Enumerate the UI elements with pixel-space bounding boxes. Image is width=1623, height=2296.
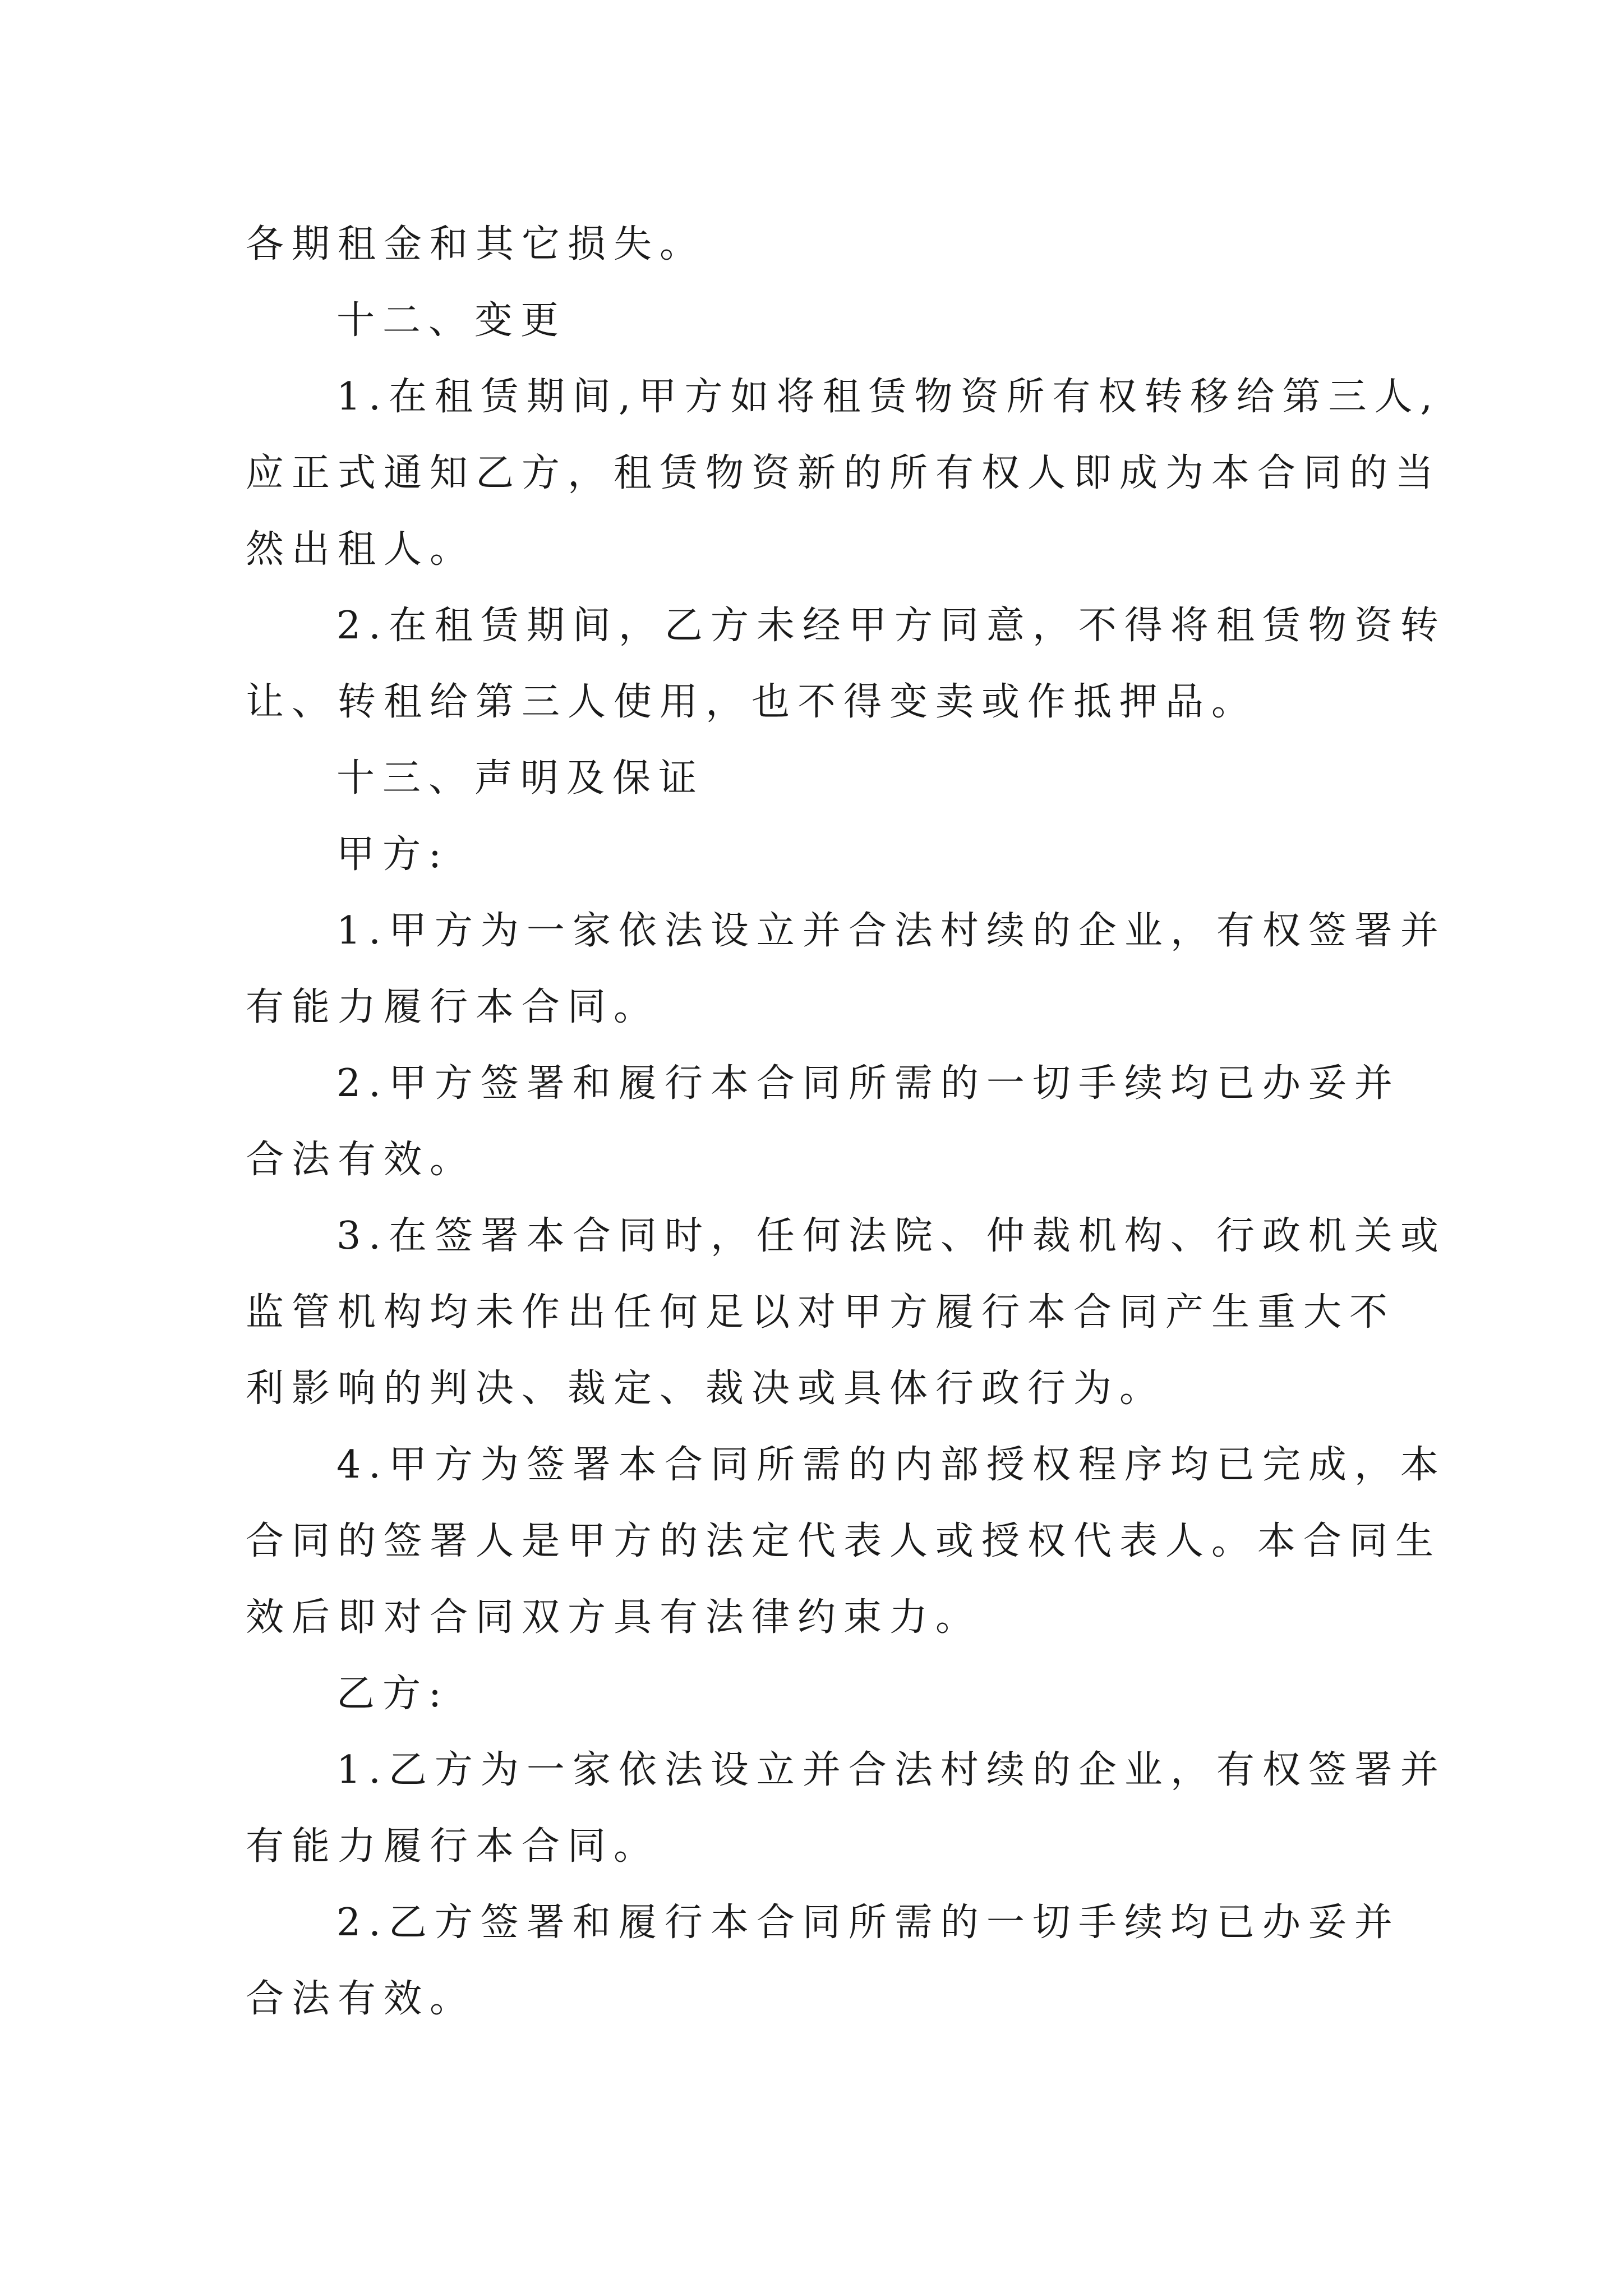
- text-line: 1.甲方为一家依法设立并合法村续的企业，有权签署并: [336, 909, 1446, 953]
- text-line: 2.在租赁期间，乙方未经甲方同意，不得将租赁物资转: [336, 604, 1446, 648]
- text-line: 应正式通知乙方，租赁物资新的所有权人即成为本合同的当: [246, 451, 1442, 495]
- text-line: 效后即对合同双方具有法律约束力。: [246, 1595, 982, 1640]
- text-line: 4.甲方为签署本合同所需的内部授权程序均已完成，本: [336, 1443, 1446, 1487]
- text-line: 然出租人。: [246, 527, 476, 572]
- party-a-label: 甲方:: [336, 832, 449, 877]
- text-line: 有能力履行本合同。: [246, 1824, 660, 1869]
- party-b-label: 乙方:: [336, 1672, 449, 1716]
- text-line: 让、转租给第三人使用，也不得变卖或作抵押品。: [246, 680, 1258, 724]
- text-line: 合法有效。: [246, 1977, 476, 2021]
- text-line: 2.乙方签署和履行本合同所需的一切手续均已办妥并: [336, 1901, 1400, 1945]
- text-line: 合法有效。: [246, 1138, 476, 1182]
- text-line: 2.甲方签署和履行本合同所需的一切手续均已办妥并: [336, 1061, 1400, 1106]
- text-line: 3.在签署本合同时，任何法院、仲裁机构、行政机关或: [336, 1214, 1446, 1258]
- text-line: 合同的签署人是甲方的法定代表人或授权代表人。本合同生: [246, 1519, 1442, 1563]
- text-line: 利影响的判决、裁定、裁决或具体行政行为。: [246, 1366, 1166, 1411]
- text-line: 有能力履行本合同。: [246, 985, 660, 1029]
- text-line: 监管机构均未作出任何足以对甲方履行本合同产生重大不: [246, 1290, 1396, 1335]
- text-line: 1.乙方为一家依法设立并合法村续的企业，有权签署并: [336, 1748, 1446, 1792]
- text-line-continuation: 各期租金和其它损失。: [246, 222, 706, 266]
- section-heading-12: 十二、变更: [336, 298, 567, 343]
- text-line: 1.在租赁期间,甲方如将租赁物资所有权转移给第三人,: [336, 375, 1441, 419]
- section-heading-13: 十三、声明及保证: [336, 756, 705, 800]
